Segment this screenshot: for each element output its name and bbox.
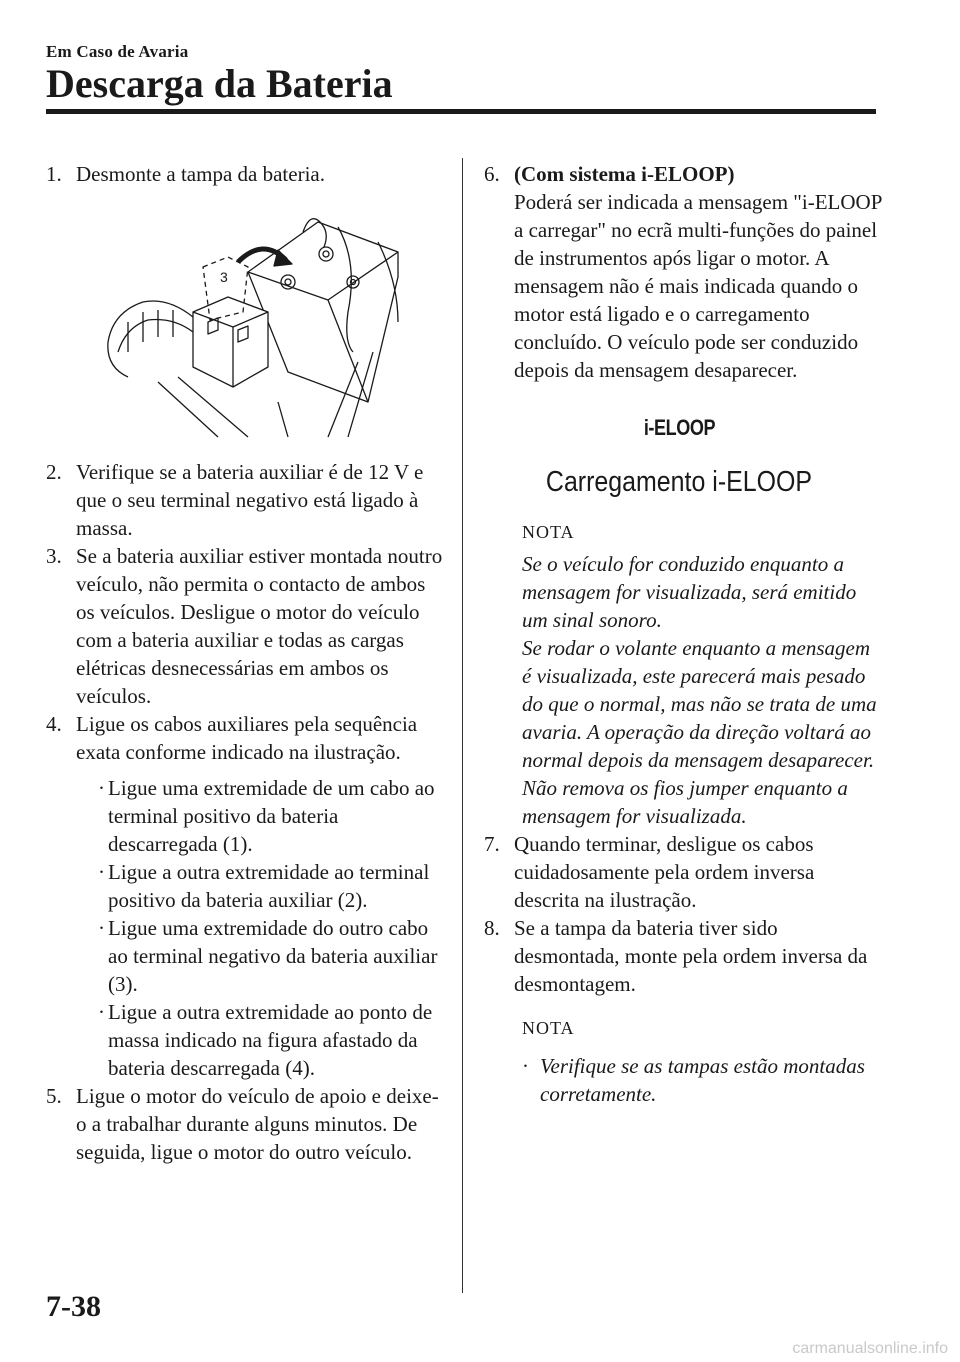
step-number: 4. [46,712,62,736]
step-number: 5. [46,1084,62,1108]
list-item: · Ligue a outra extremidade ao ponto de massa indicado na figura afastado da bateria descarregada (4). [98,1000,433,1080]
figure-callout: 3 [220,269,228,285]
step-text: Ligue os cabos auxiliares pela sequência exata conforme indicado na ilustração. [76,712,418,764]
list-item: · Ligue a outra extremidade ao terminal positivo da bateria auxiliar (2). [98,860,430,912]
step-text: Ligue o motor do veículo de apoio e deixe-o a trabalhar durante alguns minutos. De seguida, ligue o motor do outro veículo. [76,1084,439,1164]
eloop-display-message [474,414,884,496]
step-7 [484,830,884,914]
note-block-2 [484,1014,884,1108]
watermark-text: carmanualsonline.info [792,1340,948,1357]
right-column [484,160,884,1108]
step-text: Desmonte a tampa da bateria. [76,162,325,186]
step-4 [46,710,446,1082]
eloop-logo: i-ELOOP [643,415,715,440]
step-4-bullets [98,774,446,1082]
step-text: Se a bateria auxiliar estiver montada noutro veículo, não permita o contacto de ambos os veículos. Desligue o motor do veículo com a bateria auxiliar e todas as cargas elétricas desnecessárias em ambos os veículos. [76,544,443,708]
step-number: 3. [46,544,62,568]
step-number: 2. [46,460,62,484]
step-text: Quando terminar, desligue os cabos cuidadosamente pela ordem inversa descrita na ilustração. [514,832,815,912]
step-3 [46,542,446,710]
step-number: 8. [484,916,500,940]
note-paragraph: Se rodar o volante enquanto a mensagem é visualizada, este parecerá mais pesado do que o normal, mas não se trata de uma avaria. A operação da direção voltará ao normal depois da mensagem desaparecer. Não remova os fios jumper enquanto a mensagem for visualizada. [522,636,877,828]
list-item: · Ligue uma extremidade de um cabo ao terminal positivo da bateria descarregada (1). [98,776,435,856]
step-text: Poderá ser indicada a mensagem "i-ELOOP a carregar" no ecrã multi-funções do painel de instrumentos após ligar o motor. A mensagem não é mais indicada quando o motor está ligado e o carregamento concluído. O veículo pode ser conduzido depois da mensagem desaparecer. [514,190,882,382]
step-8 [484,914,884,998]
left-column [46,160,446,1166]
step-text: Verifique se a bateria auxiliar é de 12 V e que o seu terminal negativo está ligado à massa. [76,460,424,540]
step-text: Se a tampa da bateria tiver sido desmontada, monte pela ordem inversa da desmontagem. [514,916,868,996]
step-2 [46,458,446,542]
page-number: 7-38 [46,1290,101,1323]
step-number: 1. [46,162,62,186]
list-item: · Ligue uma extremidade do outro cabo ao terminal negativo da bateria auxiliar (3). [98,916,438,996]
note-title: NOTA [522,1018,575,1038]
step-number: 6. [484,162,500,186]
column-divider [462,158,463,1293]
step-number: 7. [484,832,500,856]
step-6 [484,160,884,384]
eloop-charging-text: Carregamento i-ELOOP [545,466,813,498]
step-heading: (Com sistema i-ELOOP) [514,162,735,186]
note-block [484,518,884,830]
step-5 [46,1082,446,1166]
section-label: Em Caso de Avaria [46,42,189,61]
note-title: NOTA [522,522,575,542]
page-title: Descarga da Bateria [46,61,393,106]
battery-cover-illustration [98,202,408,442]
note-paragraph: Se o veículo for conduzido enquanto a mensagem for visualizada, será emitido um sinal sonoro. [522,552,857,632]
list-item: · Verifique se as tampas estão montadas corretamente. [522,1054,865,1106]
title-divider [46,109,876,114]
step-1 [46,160,446,188]
